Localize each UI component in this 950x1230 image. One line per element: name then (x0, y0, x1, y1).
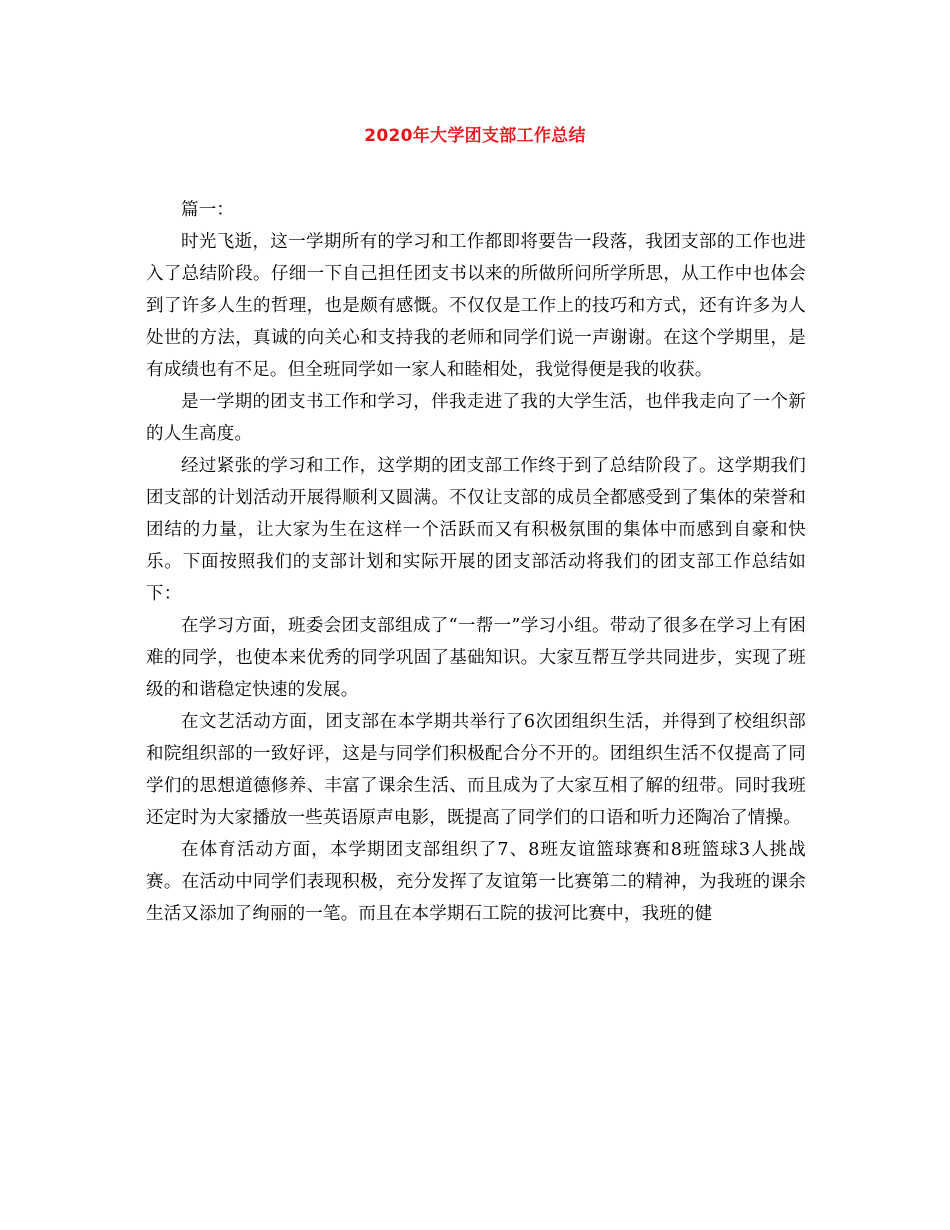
paragraph: 是一学期的团支书工作和学习，伴我走进了我的大学生活，也伴我走向了一个新的人生高度。 (146, 392, 806, 444)
paragraph-heading: 篇一： (181, 200, 235, 220)
paragraph: 经过紧张的学习和工作，这学期的团支部工作终于到了总结阶段了。这学期我们团支部的计划活动开展得顺利又圆满。不仅让支部的成员全都感受到了集体的荣誉和团结的力量，让大家为生在这样一个活跃而又有积极氛围的集体中而感到自豪和快乐。下面按照我们的支部计划和实际开展的团支部活动将我们的团支部工作总结如下： (146, 456, 806, 604)
paragraph: 在文艺活动方面，团支部在本学期共举行了6次团组织生活，并得到了校组织部和院组织部的一致好评，这是与同学们积极配合分不开的。团组织生活不仅提高了同学们的思想道德修养、丰富了课余生活、而且成为了大家互相了解的纽带。同时我班还定时为大家播放一些英语原声电影，既提高了同学们的口语和听力还陶冶了情操。 (146, 712, 806, 828)
paragraph: 在学习方面，班委会团支部组成了“一帮一”学习小组。带动了很多在学习上有困难的同学，也使本来优秀的同学巩固了基础知识。大家互帮互学共同进步，实现了班级的和谐稳定快速的发展。 (146, 616, 806, 700)
paragraph: 时光飞逝，这一学期所有的学习和工作都即将要告一段落，我团支部的工作也进入了总结阶段。仔细一下自己担任团支书以来的所做所问所学所思，从工作中也体会到了许多人生的哲理，也是颇有感慨。不仅仅是工作上的技巧和方式，还有许多为人处世的方法，真诚的向关心和支持我的老师和同学们说一声谢谢。在这个学期里，是有成绩也有不足。但全班同学如一家人和睦相处，我觉得便是我的收获。 (146, 232, 806, 380)
document-body (146, 194, 806, 930)
document-title: 2020年大学团支部工作总结 (364, 126, 586, 146)
paragraph: 在体育活动方面，本学期团支部组织了7、8班友谊篮球赛和8班篮球3人挑战赛。在活动中同学们表现积极，充分发挥了友谊第一比赛第二的精神，为我班的课余生活又添加了绚丽的一笔。而且在本学期石工院的拔河比赛中，我班的健 (146, 840, 806, 924)
